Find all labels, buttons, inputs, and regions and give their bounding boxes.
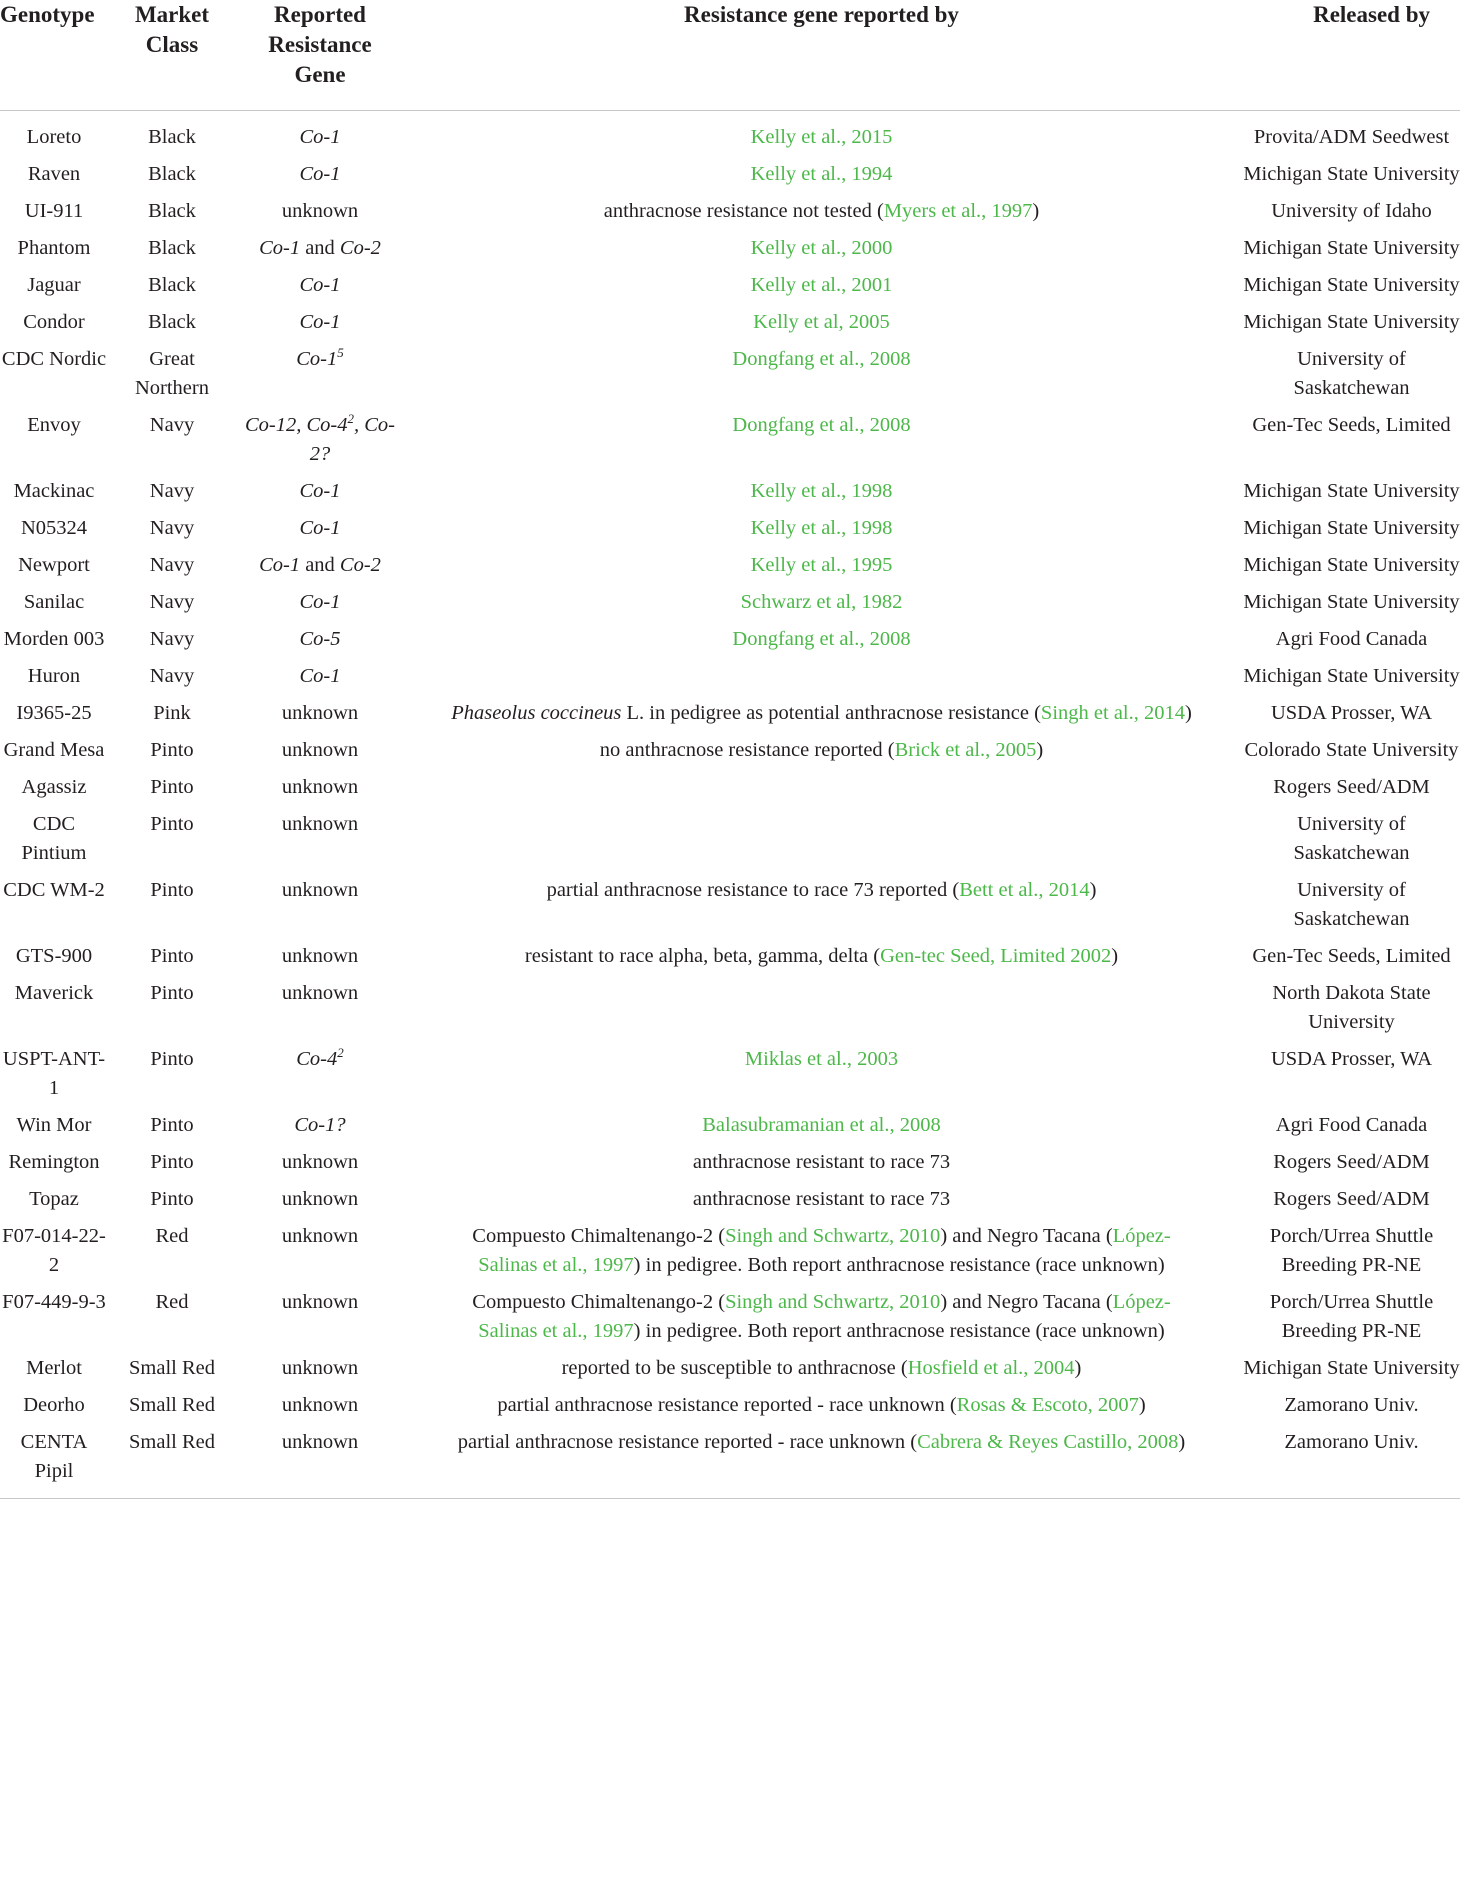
gene-text: unknown xyxy=(281,200,359,222)
resistance-gene-cell xyxy=(236,1185,404,1222)
resistance-gene-cell xyxy=(236,271,404,308)
market-class-cell: Pink xyxy=(153,702,191,724)
genotype-cell: Win Mor xyxy=(16,1114,92,1136)
released-by-cell: Michigan State University xyxy=(1243,554,1460,576)
released-by-cell: University of Saskatchewan xyxy=(1293,879,1410,930)
reported-by-cell xyxy=(404,810,1239,876)
genotype-cell: CDC Nordic xyxy=(1,348,107,370)
citation-link[interactable]: Kelly et al., 1998 xyxy=(750,517,893,539)
reported-italic-text: Phaseolus coccineus xyxy=(451,702,622,724)
table-row xyxy=(0,551,1460,588)
table-row xyxy=(0,197,1460,234)
genotype-cell: N05324 xyxy=(20,517,88,539)
gene-text: unknown xyxy=(281,776,359,798)
reported-by-cell xyxy=(404,1045,1239,1111)
gene-text: unknown xyxy=(281,1394,359,1416)
table-row xyxy=(0,662,1460,699)
reported-text: partial anthracnose resistance to race 73 reported ( xyxy=(546,879,960,901)
market-class-cell: Small Red xyxy=(129,1431,215,1453)
reported-text: partial anthracnose resistance reported - race unknown ( xyxy=(457,1431,918,1453)
citation-link[interactable]: Singh et al., 2014 xyxy=(1040,702,1185,724)
released-by-cell: Michigan State University xyxy=(1243,311,1460,333)
citation-link[interactable]: Dongfang et al., 2008 xyxy=(732,348,911,370)
market-class-cell: Black xyxy=(148,237,196,259)
genotype-cell: Maverick xyxy=(14,982,94,1004)
released-by-cell: Michigan State University xyxy=(1243,237,1460,259)
table-row xyxy=(0,942,1460,979)
reported-by-cell xyxy=(404,234,1239,271)
resistance-gene-cell xyxy=(236,1391,404,1428)
resistance-gene-cell xyxy=(236,1354,404,1391)
citation-link[interactable]: Cabrera & Reyes Castillo, 2008 xyxy=(917,1431,1179,1453)
reported-by-cell xyxy=(404,588,1239,625)
table-body xyxy=(0,111,1460,1499)
resistance-gene-cell xyxy=(236,111,404,161)
gene-italic-text: Co-1 xyxy=(299,517,341,539)
resistance-gene-cell xyxy=(236,942,404,979)
citation-link[interactable]: Miklas et al., 2003 xyxy=(744,1048,899,1070)
released-by-cell: University of Saskatchewan xyxy=(1293,813,1410,864)
table-row xyxy=(0,1391,1460,1428)
reported-text: ) xyxy=(1138,1394,1146,1416)
reported-text: ) xyxy=(1178,1431,1186,1453)
gene-italic-text: Co-1 xyxy=(259,554,301,576)
header-reported-gene: Reported Resistance Gene xyxy=(236,0,404,111)
citation-link[interactable]: Kelly et al., 2000 xyxy=(750,237,893,259)
gene-text: unknown xyxy=(281,1151,359,1173)
citation-link[interactable]: Gen-tec Seed, Limited 2002 xyxy=(880,945,1112,967)
table-row xyxy=(0,1288,1460,1354)
reported-text: anthracnose resistance not tested ( xyxy=(603,200,884,222)
reported-by-cell xyxy=(404,345,1239,411)
released-by-cell: USDA Prosser, WA xyxy=(1270,702,1433,724)
table-row xyxy=(0,625,1460,662)
reported-by-cell xyxy=(404,942,1239,979)
released-by-cell: USDA Prosser, WA xyxy=(1270,1048,1433,1070)
reported-by-cell xyxy=(404,477,1239,514)
reported-by-cell xyxy=(404,197,1239,234)
citation-link[interactable]: Dongfang et al., 2008 xyxy=(732,414,911,436)
genotype-cell: Agassiz xyxy=(21,776,87,798)
reported-text: anthracnose resistant to race 73 xyxy=(692,1188,951,1210)
table-row xyxy=(0,477,1460,514)
gene-italic-text: , Co-2? xyxy=(309,414,395,465)
gene-text: unknown xyxy=(281,1291,359,1313)
genotype-cell: Condor xyxy=(23,311,85,333)
released-by-cell: Zamorano Univ. xyxy=(1284,1431,1419,1453)
reported-text: ) xyxy=(1184,702,1192,724)
resistance-gene-cell xyxy=(236,308,404,345)
resistance-gene-cell xyxy=(236,234,404,271)
table-row xyxy=(0,514,1460,551)
reported-by-cell xyxy=(404,773,1239,810)
resistance-gene-cell xyxy=(236,1148,404,1185)
gene-italic-text: Co-1 xyxy=(299,480,341,502)
citation-link[interactable]: Kelly et al., 2015 xyxy=(750,126,893,148)
gene-text: unknown xyxy=(281,702,359,724)
reported-by-cell xyxy=(404,1222,1239,1288)
market-class-cell: Pinto xyxy=(150,982,194,1004)
citation-link[interactable]: Singh and Schwartz, 2010 xyxy=(725,1225,941,1247)
reported-by-cell xyxy=(404,699,1239,736)
gene-text: unknown xyxy=(281,879,359,901)
gene-text: unknown xyxy=(281,813,359,835)
reported-text: anthracnose resistant to race 73 xyxy=(692,1151,951,1173)
table-row xyxy=(0,810,1460,876)
market-class-cell: Pinto xyxy=(150,1114,194,1136)
table-row xyxy=(0,234,1460,271)
reported-by-cell xyxy=(404,160,1239,197)
resistance-gene-cell xyxy=(236,477,404,514)
market-class-cell: Navy xyxy=(149,517,195,539)
released-by-cell: Rogers Seed/ADM xyxy=(1273,1151,1430,1173)
reported-by-cell xyxy=(404,1185,1239,1222)
genotype-cell: CDC Pintium xyxy=(21,813,87,864)
genotype-cell: Jaguar xyxy=(27,274,81,296)
market-class-cell: Black xyxy=(148,311,196,333)
table-row xyxy=(0,1148,1460,1185)
resistance-gene-cell xyxy=(236,773,404,810)
reported-by-cell xyxy=(404,551,1239,588)
table-row xyxy=(0,308,1460,345)
reported-by-cell xyxy=(404,411,1239,477)
header-row xyxy=(0,0,1460,111)
market-class-cell: Red xyxy=(155,1291,189,1313)
resistance-gene-cell xyxy=(236,625,404,662)
market-class-cell: Pinto xyxy=(150,776,194,798)
market-class-cell: Great Northern xyxy=(134,348,209,399)
gene-text: unknown xyxy=(281,1188,359,1210)
table-row xyxy=(0,588,1460,625)
resistance-gene-cell xyxy=(236,1288,404,1354)
reported-by-cell xyxy=(404,736,1239,773)
reported-text: ) xyxy=(1074,1357,1082,1379)
citation-link[interactable]: Kelly et al, 2005 xyxy=(753,311,890,333)
gene-text: unknown xyxy=(281,945,359,967)
reported-by-cell xyxy=(404,662,1239,699)
reported-text: ) and Negro Tacana ( xyxy=(940,1225,1113,1247)
reported-by-cell xyxy=(404,1111,1239,1148)
reported-by-cell xyxy=(404,1288,1239,1354)
reported-text: ) and Negro Tacana ( xyxy=(940,1291,1113,1313)
header-reported-by: Resistance gene reported by xyxy=(404,0,1239,111)
genotype-cell: CENTA Pipil xyxy=(20,1431,88,1482)
reported-by-cell xyxy=(404,1391,1239,1428)
released-by-cell: Gen-Tec Seeds, Limited xyxy=(1252,414,1451,436)
table-row xyxy=(0,1045,1460,1111)
market-class-cell: Black xyxy=(148,274,196,296)
genotype-cell: Morden 003 xyxy=(3,628,105,650)
reported-text: resistant to race alpha, beta, gamma, delta ( xyxy=(524,945,881,967)
released-by-cell: Porch/Urrea Shuttle Breeding PR-NE xyxy=(1269,1225,1434,1276)
citation-link[interactable]: Schwarz et al, 1982 xyxy=(740,591,903,613)
table-row xyxy=(0,736,1460,773)
released-by-cell: Michigan State University xyxy=(1243,274,1460,296)
gene-italic-text: Co-1 xyxy=(299,163,341,185)
citation-link[interactable]: Dongfang et al., 2008 xyxy=(732,628,911,650)
released-by-cell: Gen-Tec Seeds, Limited xyxy=(1252,945,1451,967)
table-row xyxy=(0,1222,1460,1288)
gene-italic-text: Co-1 xyxy=(299,591,341,613)
released-by-cell: Zamorano Univ. xyxy=(1284,1394,1419,1416)
reported-by-cell xyxy=(404,111,1239,161)
resistance-gene-cell xyxy=(236,699,404,736)
released-by-cell: Agri Food Canada xyxy=(1275,628,1428,650)
resistance-gene-cell xyxy=(236,1428,404,1499)
genotype-cell: Mackinac xyxy=(13,480,95,502)
resistance-gene-cell xyxy=(236,1045,404,1111)
header-genotype: Genotype xyxy=(0,0,108,111)
market-class-cell: Pinto xyxy=(150,1151,194,1173)
reported-by-cell xyxy=(404,625,1239,662)
market-class-cell: Pinto xyxy=(150,739,194,761)
citation-link[interactable]: Kelly et al., 1995 xyxy=(750,554,893,576)
gene-italic-text: Co-1 xyxy=(296,348,338,370)
gene-italic-text: Co-4 xyxy=(296,1048,338,1070)
resistance-gene-cell xyxy=(236,160,404,197)
gene-italic-text: Co-1 xyxy=(259,237,301,259)
table-row xyxy=(0,1185,1460,1222)
reported-text: ) xyxy=(1111,945,1119,967)
reported-text: ) in pedigree. Both report anthracnose resistance (race unknown) xyxy=(633,1320,1165,1342)
released-by-cell: University of Idaho xyxy=(1271,200,1432,222)
released-by-cell: Michigan State University xyxy=(1243,591,1460,613)
gene-italic-text: Co-12, Co-4 xyxy=(245,414,348,436)
reported-text: Compuesto Chimaltenango-2 ( xyxy=(472,1225,726,1247)
reported-by-cell xyxy=(404,1428,1239,1499)
genotype-cell: F07-449-9-3 xyxy=(2,1291,106,1313)
market-class-cell: Navy xyxy=(149,628,195,650)
resistance-gene-cell xyxy=(236,979,404,1045)
table-row xyxy=(0,345,1460,411)
table-row xyxy=(0,979,1460,1045)
citation-link[interactable]: López-Salinas et al., 1997 xyxy=(478,1225,1171,1276)
reported-by-cell xyxy=(404,308,1239,345)
gene-italic-text: Co-1 xyxy=(299,665,341,687)
gene-text: unknown xyxy=(281,982,359,1004)
resistance-gene-cell xyxy=(236,551,404,588)
reported-by-cell xyxy=(404,876,1239,942)
released-by-cell: Agri Food Canada xyxy=(1275,1114,1428,1136)
released-by-cell: Rogers Seed/ADM xyxy=(1273,776,1430,798)
gene-italic-text: Co-1 xyxy=(299,311,341,333)
reported-text: ) xyxy=(1089,879,1097,901)
genotype-cell: CDC WM-2 xyxy=(3,879,105,901)
gene-superscript: 2 xyxy=(347,411,354,426)
market-class-cell: Pinto xyxy=(150,1048,194,1070)
gene-text: unknown xyxy=(281,739,359,761)
resistance-gene-cell xyxy=(236,1222,404,1288)
reported-text: reported to be susceptible to anthracnose ( xyxy=(561,1357,908,1379)
resistance-gene-cell xyxy=(236,514,404,551)
resistance-gene-cell xyxy=(236,876,404,942)
gene-italic-text: Co-1 xyxy=(299,274,341,296)
citation-link[interactable]: Singh and Schwartz, 2010 xyxy=(725,1291,941,1313)
genotype-cell: Newport xyxy=(18,554,90,576)
genotype-cell: UI-911 xyxy=(24,200,84,222)
header-market-class: Market Class xyxy=(108,0,236,111)
table-row xyxy=(0,411,1460,477)
gene-text: and xyxy=(300,237,340,259)
market-class-cell: Red xyxy=(155,1225,189,1247)
table-row xyxy=(0,160,1460,197)
table-row xyxy=(0,111,1460,161)
gene-italic-text: Co-2 xyxy=(339,554,381,576)
genotype-cell: Merlot xyxy=(26,1357,82,1379)
citation-link[interactable]: Myers et al., 1997 xyxy=(883,200,1033,222)
table-header xyxy=(0,0,1460,111)
genotype-cell: Grand Mesa xyxy=(3,739,105,761)
citation-link[interactable]: López-Salinas et al., 1997 xyxy=(478,1291,1171,1342)
citation-link[interactable]: Hosfield et al., 2004 xyxy=(907,1357,1075,1379)
resistance-gene-cell xyxy=(236,588,404,625)
reported-text: ) in pedigree. Both report anthracnose resistance (race unknown) xyxy=(633,1254,1165,1276)
released-by-cell: University of Saskatchewan xyxy=(1293,348,1410,399)
citation-link[interactable]: Kelly et al., 1998 xyxy=(750,480,893,502)
genotype-cell: Loreto xyxy=(26,126,82,148)
gene-superscript: 5 xyxy=(337,345,344,360)
genotype-cell: USPT-ANT-1 xyxy=(2,1048,106,1099)
released-by-cell: Michigan State University xyxy=(1243,163,1460,185)
market-class-cell: Navy xyxy=(149,591,195,613)
genotype-cell: Deorho xyxy=(23,1394,85,1416)
resistance-gene-cell xyxy=(236,662,404,699)
resistance-gene-cell xyxy=(236,810,404,876)
genotype-cell: Phantom xyxy=(17,237,91,259)
reported-text: Compuesto Chimaltenango-2 ( xyxy=(472,1291,726,1313)
market-class-cell: Black xyxy=(148,126,196,148)
market-class-cell: Pinto xyxy=(150,879,194,901)
released-by-cell: Michigan State University xyxy=(1243,517,1460,539)
gene-italic-text: Co-2 xyxy=(339,237,381,259)
genotype-cell: Envoy xyxy=(27,414,81,436)
gene-text: unknown xyxy=(281,1431,359,1453)
resistance-gene-cell xyxy=(236,197,404,234)
reported-by-cell xyxy=(404,1148,1239,1185)
table-row xyxy=(0,1111,1460,1148)
market-class-cell: Pinto xyxy=(150,1188,194,1210)
genotype-cell: Remington xyxy=(8,1151,100,1173)
table-row xyxy=(0,773,1460,810)
released-by-cell: Provita/ADM Seedwest xyxy=(1253,126,1450,148)
citation-link[interactable]: Kelly et al., 2001 xyxy=(750,274,893,296)
gene-text: and xyxy=(300,554,340,576)
reported-text: ) xyxy=(1032,200,1040,222)
released-by-cell: Michigan State University xyxy=(1243,480,1460,502)
table-row xyxy=(0,876,1460,942)
market-class-cell: Pinto xyxy=(150,813,194,835)
gene-italic-text: Co-1? xyxy=(294,1114,346,1136)
released-by-cell: Michigan State University xyxy=(1243,1357,1460,1379)
gene-italic-text: Co-1 xyxy=(299,126,341,148)
reported-by-cell xyxy=(404,271,1239,308)
resistance-gene-cell xyxy=(236,411,404,477)
citation-link[interactable]: Rosas & Escoto, 2007 xyxy=(956,1394,1139,1416)
citation-link[interactable]: Bett et al., 2014 xyxy=(959,879,1090,901)
market-class-cell: Navy xyxy=(149,480,195,502)
genotype-cell: Huron xyxy=(27,665,81,687)
table-row xyxy=(0,1354,1460,1391)
genotype-cell: Sanilac xyxy=(23,591,85,613)
genotype-cell: F07-014-22-2 xyxy=(2,1225,106,1276)
market-class-cell: Navy xyxy=(149,554,195,576)
market-class-cell: Small Red xyxy=(129,1357,215,1379)
table-row xyxy=(0,699,1460,736)
citation-link[interactable]: Balasubramanian et al., 2008 xyxy=(702,1114,941,1136)
gene-text: unknown xyxy=(281,1357,359,1379)
table-row xyxy=(0,1428,1460,1499)
table-row xyxy=(0,271,1460,308)
market-class-cell: Navy xyxy=(149,414,195,436)
reported-by-cell xyxy=(404,979,1239,1045)
genotype-cell: Raven xyxy=(27,163,81,185)
market-class-cell: Pinto xyxy=(150,945,194,967)
released-by-cell: Colorado State University xyxy=(1244,739,1459,761)
released-by-cell: North Dakota State University xyxy=(1272,982,1431,1033)
released-by-cell: Michigan State University xyxy=(1243,665,1460,687)
citation-link[interactable]: Brick et al., 2005 xyxy=(894,739,1037,761)
reported-text: ) xyxy=(1036,739,1044,761)
genotype-cell: GTS-900 xyxy=(15,945,93,967)
citation-link[interactable]: Kelly et al., 1994 xyxy=(750,163,893,185)
market-class-cell: Black xyxy=(148,200,196,222)
gene-text: unknown xyxy=(281,1225,359,1247)
released-by-cell: Porch/Urrea Shuttle Breeding PR-NE xyxy=(1269,1291,1434,1342)
resistance-gene-cell xyxy=(236,1111,404,1148)
gene-italic-text: Co-5 xyxy=(299,628,341,650)
reported-text: L. in pedigree as potential anthracnose resistance ( xyxy=(621,702,1041,724)
market-class-cell: Navy xyxy=(149,665,195,687)
genotype-cell: I9365-25 xyxy=(16,702,92,724)
resistance-gene-cell xyxy=(236,736,404,773)
header-released-by: Released by xyxy=(1239,0,1460,111)
market-class-cell: Black xyxy=(148,163,196,185)
reported-by-cell xyxy=(404,1354,1239,1391)
market-class-cell: Small Red xyxy=(129,1394,215,1416)
gene-superscript: 2 xyxy=(337,1045,344,1060)
genotype-cell: Topaz xyxy=(29,1188,79,1210)
reported-text: no anthracnose resistance reported ( xyxy=(599,739,895,761)
reported-by-cell xyxy=(404,514,1239,551)
resistance-gene-cell xyxy=(236,345,404,411)
released-by-cell: Rogers Seed/ADM xyxy=(1273,1188,1430,1210)
reported-text: partial anthracnose resistance reported - race unknown ( xyxy=(497,1394,957,1416)
